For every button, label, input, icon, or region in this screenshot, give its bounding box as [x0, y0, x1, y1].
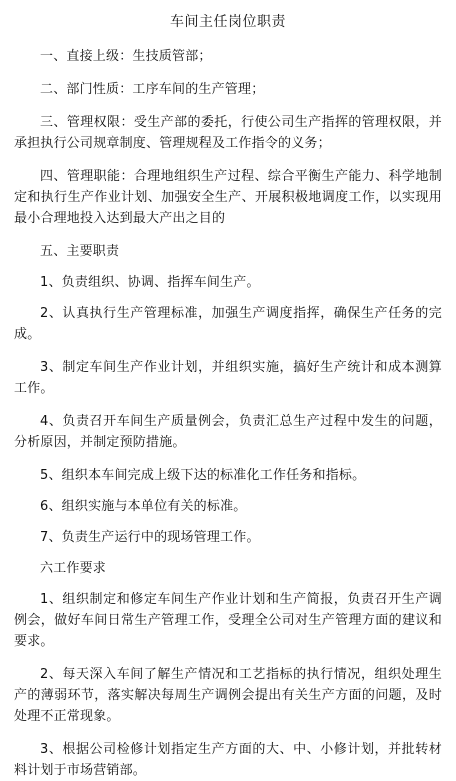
duty-item-6: 6、组织实施与本单位有关的标准。	[40, 499, 247, 514]
requirement-item-1: 1、组织制定和修定车间生产作业计划和生产简报，负责召开生产调例会，做好车间日常生产管理工作，受理全公司对生产管理方面的建议和要求。	[14, 592, 442, 649]
section-heading-main-duties: 五、主要职责	[40, 244, 120, 259]
duty-item-2: 2、认真执行生产管理标准，加强生产调度指挥，确保生产任务的完成。	[14, 306, 442, 342]
duty-item-5: 5、组织本车间完成上级下达的标准化工作任务和指标。	[40, 468, 366, 483]
paragraph-management-function: 四、管理职能：合理地组织生产过程、综合平衡生产能力、科学地制定和执行生产作业计划、加强安全生产、开展积极地调度工作，以实现用最小合理地投入达到最大产出之目的	[14, 169, 442, 226]
document-title: 车间主任岗位职责	[170, 14, 286, 30]
duty-item-7: 7、负责生产运行中的现场管理工作。	[40, 530, 260, 545]
duty-item-3: 3、制定车间生产作业计划，并组织实施，搞好生产统计和成本测算工作。	[14, 360, 442, 396]
section-heading-work-requirements: 六工作要求	[40, 561, 107, 576]
duty-item-4: 4、负责召开车间生产质量例会，负责汇总生产过程中发生的问题，分析原因，并制定预防措施。	[14, 414, 442, 450]
paragraph-direct-superior: 一、直接上级：生技质管部；	[40, 49, 212, 64]
requirement-item-3: 3、根据公司检修计划指定生产方面的大、中、小修计划，并批转材料计划于市场营销部。	[14, 742, 442, 778]
requirement-item-2: 2、每天深入车间了解生产情况和工艺指标的执行情况，组织处理生产的薄弱环节，落实解决每周生产调例会提出有关生产方面的问题，及时处理不正常现象。	[14, 667, 442, 724]
duty-item-1: 1、负责组织、协调、指挥车间生产。	[40, 275, 260, 290]
paragraph-management-authority: 三、管理权限：受生产部的委托，行使公司生产指挥的管理权限，并承担执行公司规章制度、管理规程及工作指令的义务；	[14, 115, 442, 151]
paragraph-department-nature: 二、部门性质：工序车间的生产管理；	[40, 82, 265, 97]
